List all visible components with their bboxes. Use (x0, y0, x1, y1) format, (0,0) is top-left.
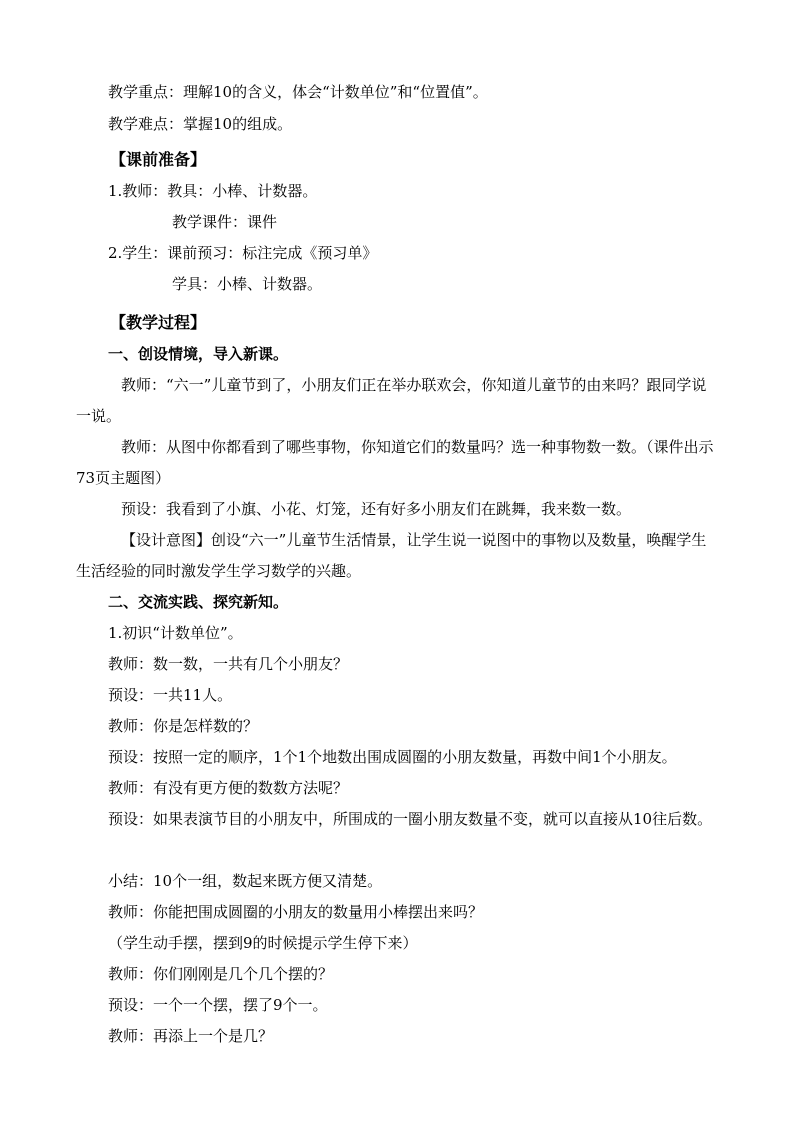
teacher-question-2: 教师：你是怎样数的？ (108, 717, 259, 735)
design-intent-paragraph: 【设计意图】创设“六一”儿童节生活情景，让学生说一说图中的事物以及数量，唤醒学生生活经验的同时激发学生学习数学的兴趣。 (76, 531, 707, 580)
prep-teacher-line: 1.教师：教具：小棒、计数器。 (108, 182, 318, 200)
teacher-question-6: 教师：再添上一个是几？ (108, 1027, 274, 1045)
subsection-heading-2: 二、交流实践、探究新知。 (108, 593, 289, 611)
section-heading-process: 【教学过程】 (110, 313, 207, 332)
key-point-line: 教学重点：理解10的含义，体会“计数单位”和“位置值”。 (108, 83, 488, 101)
student-activity-note: （学生动手摆，摆到9的时候提示学生停下来） (108, 934, 418, 952)
prep-tools-line: 学具：小棒、计数器。 (172, 275, 323, 293)
prep-courseware-line: 教学课件：课件 (172, 213, 278, 231)
summary-line: 小结：10个一组，数起来既方便又清楚。 (108, 872, 383, 890)
subsection-heading-1: 一、创设情境，导入新课。 (108, 345, 289, 363)
preset-answer-4: 预设：一个一个摆，摆了9个一。 (108, 996, 328, 1014)
subtopic-line: 1.初识“计数单位”。 (108, 624, 243, 642)
paragraph-2: 教师：从图中你都看到了哪些事物，你知道它们的数量吗？选一种事物数一数。（课件出示73页主题图） (76, 438, 714, 487)
teacher-question-1: 教师：数一数，一共有几个小朋友？ (108, 655, 349, 673)
preset-answer-2: 预设：按照一定的顺序，1个1个地数出围成圆圈的小朋友数量，再数中间1个小朋友。 (108, 748, 677, 766)
teacher-question-5: 教师：你们刚刚是几个几个摆的？ (108, 965, 334, 983)
preset-answer-3: 预设：如果表演节目的小朋友中，所围成的一圈小朋友数量不变，就可以直接从10往后数。 (108, 810, 713, 828)
section-heading-prep: 【课前准备】 (110, 150, 207, 169)
teacher-question-4: 教师：你能把围成圆圈的小朋友的数量用小棒摆出来吗？ (108, 903, 484, 921)
teacher-question-3: 教师：有没有更方便的数数方法呢？ (108, 779, 349, 797)
prep-student-line: 2.学生：课前预习：标注完成《预习单》 (108, 244, 378, 262)
difficulty-line: 教学难点：掌握10的组成。 (108, 115, 293, 133)
paragraph-3: 预设：我看到了小旗、小花、灯笼，还有好多小朋友们在跳舞，我来数一数。 (121, 500, 632, 518)
paragraph-1: 教师：“六一”儿童节到了，小朋友们正在举办联欢会，你知道儿童节的由来吗？跟同学说一说。 (76, 376, 707, 425)
preset-answer-1: 预设：一共11人。 (108, 686, 233, 704)
